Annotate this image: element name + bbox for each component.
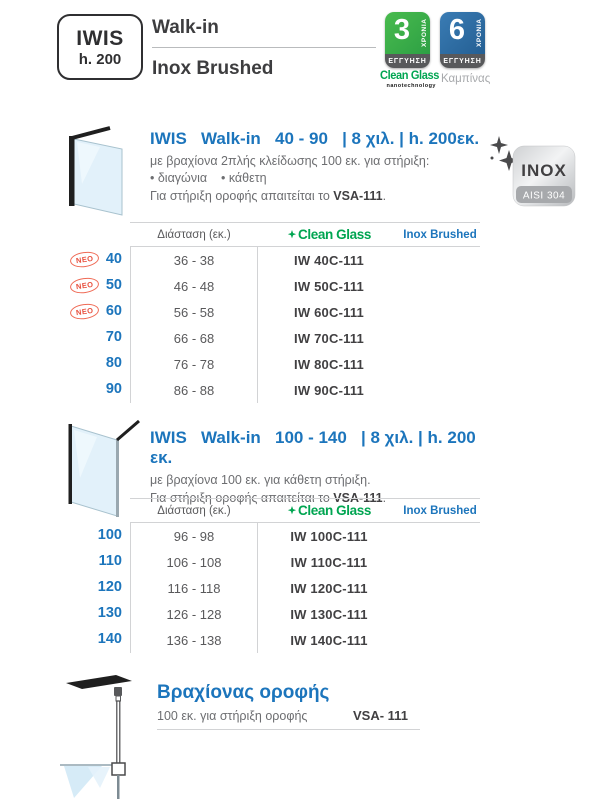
finish-column-header: Inox Brushed (403, 228, 477, 241)
size-row (38, 548, 122, 574)
section-1-text (150, 129, 495, 203)
product-code-cell: IW 120C-111 (290, 580, 368, 596)
size-row (38, 626, 122, 652)
product-series-box (57, 14, 143, 80)
empty-cell (400, 299, 480, 325)
warranty-years: 6 (448, 14, 466, 46)
dimension-cell: 126 - 128 (130, 601, 258, 627)
section-1-title: IWIS Walk-in 40 - 90 | 8 χιλ. | h. 200εκ. (150, 129, 480, 148)
note-suffix: . (382, 189, 387, 203)
section-1-desc-1: με βραχίονα 2πλής κλείδωσης 100 εκ. για στήριξη: (150, 154, 430, 168)
empty-cell (400, 575, 480, 601)
section-2-desc-1: με βραχίονα 100 εκ. για κάθετη στήριξη. (150, 473, 371, 487)
note-suffix: . (382, 491, 387, 505)
note-code: VSA-111 (333, 491, 383, 505)
table-body (130, 246, 480, 403)
inox-label: INOX (521, 161, 567, 180)
note-prefix: Για στήριξη οροφής απαιτείται το (150, 491, 334, 505)
product-code-cell: IW 70C-111 (294, 330, 364, 346)
warranty-years: 3 (393, 14, 411, 46)
table-row (130, 627, 480, 653)
neo-badge: ΝΕΟ (70, 302, 101, 321)
section-2-text (150, 428, 495, 505)
clean-glass-logo-text: Clean Glass (380, 70, 439, 82)
series-name: IWIS (76, 26, 124, 50)
empty-cell (400, 523, 480, 549)
footer-divider (157, 729, 420, 730)
size-row (38, 272, 122, 298)
size-label: 140 (97, 631, 122, 647)
clean-glass-logo-text: Clean Glass (298, 503, 371, 518)
table-row (130, 377, 480, 403)
empty-cell (400, 601, 480, 627)
table-row (130, 273, 480, 299)
warranty-band-label: ΕΓΓΥΗΣΗ (440, 54, 485, 68)
clean-glass-logo-text: Clean Glass (298, 227, 371, 242)
finish-column-header: Inox Brushed (403, 504, 477, 517)
table-row (130, 601, 480, 627)
product-code-cell: IW 50C-111 (294, 278, 364, 294)
size-label: 50 (105, 277, 122, 293)
warranty-badge-6-years (440, 12, 485, 68)
size-label: 120 (97, 579, 122, 595)
dimension-cell: 66 - 68 (130, 325, 258, 351)
dimension-cell: 106 - 108 (130, 549, 258, 575)
empty-cell (400, 351, 480, 377)
warranty-years-label: ΧΡΟΝΙΑ (421, 18, 428, 48)
product-code-cell: IW 100C-111 (290, 528, 368, 544)
product-code-cell: IW 80C-111 (294, 356, 364, 372)
empty-cell (400, 377, 480, 403)
dimension-column-header: Διάσταση (εκ.) (157, 228, 231, 241)
inox-aisi304-badge (486, 134, 581, 220)
empty-cell (400, 325, 480, 351)
product-code-cell: IW 40C-111 (294, 252, 364, 268)
warranty-years-label: ΧΡΟΝΙΑ (476, 18, 483, 48)
section-1-note (150, 189, 495, 203)
dimension-cell: 76 - 78 (130, 351, 258, 377)
header-divider (152, 47, 376, 48)
dimension-column-header: Διάσταση (εκ.) (157, 504, 231, 517)
empty-cell (400, 273, 480, 299)
empty-cell (400, 549, 480, 575)
footer-description: 100 εκ. για στήριξη οροφής (157, 709, 308, 723)
footer-product-code: VSA- 111 (353, 708, 408, 723)
dimension-cell: 56 - 58 (130, 299, 258, 325)
size-row (38, 600, 122, 626)
clean-glass-column-header (258, 227, 400, 242)
nanotechnology-label: nanotechnology (386, 83, 436, 89)
neo-badge: ΝΕΟ (70, 250, 101, 269)
size-label: 90 (105, 381, 122, 397)
size-label: 130 (97, 605, 122, 621)
neo-badge: ΝΕΟ (70, 276, 101, 295)
page-subtitle: Inox Brushed (152, 58, 274, 79)
table-row (130, 247, 480, 273)
cabin-warranty-label: Καμπίνας (441, 73, 491, 85)
size-label: 110 (98, 553, 122, 569)
leaf-sparkle-icon (287, 505, 297, 517)
size-label: 60 (105, 303, 122, 319)
size-row (38, 574, 122, 600)
table-row (130, 523, 480, 549)
empty-cell (400, 627, 480, 653)
size-row (38, 376, 122, 402)
table-row (130, 325, 480, 351)
leaf-sparkle-icon (287, 229, 297, 241)
dimension-cell: 116 - 118 (130, 575, 258, 601)
product-code-cell: IW 90C-111 (294, 382, 364, 398)
series-height: h. 200 (78, 50, 122, 68)
product-code-cell: IW 130C-111 (290, 606, 368, 622)
aisi-label: AISI 304 (522, 190, 566, 202)
size-row (38, 324, 122, 350)
size-label: 100 (97, 527, 122, 543)
table-row (130, 299, 480, 325)
product-code-cell: IW 60C-111 (294, 304, 364, 320)
clean-glass-caption (379, 70, 439, 89)
table-row (130, 351, 480, 377)
sparkle-icon (490, 136, 508, 154)
warranty-badge-3-years (385, 12, 430, 68)
note-code: VSA-111 (333, 189, 383, 203)
product-table-1 (130, 222, 480, 403)
section-1-desc-2: • διαγώνια • κάθετη (150, 171, 267, 185)
dimension-cell: 136 - 138 (130, 627, 258, 653)
size-row (38, 350, 122, 376)
note-prefix: Για στήριξη οροφής απαιτείται το (150, 189, 334, 203)
dimension-cell: 46 - 48 (130, 273, 258, 299)
size-row (38, 298, 122, 324)
product-code-cell: IW 140C-111 (290, 632, 368, 648)
page-title: Walk-in (152, 17, 219, 38)
warranty-band-label: ΕΓΓΥΗΣΗ (385, 54, 430, 68)
size-row (38, 246, 122, 272)
ceiling-bracket-illustration (58, 672, 146, 800)
clean-glass-column-header (258, 503, 400, 518)
product-code-cell: IW 110C-111 (290, 554, 368, 570)
dimension-cell: 86 - 88 (130, 377, 258, 403)
dimension-cell: 36 - 38 (130, 247, 258, 273)
size-label: 80 (105, 355, 122, 371)
table-row (130, 549, 480, 575)
table-header-row (130, 222, 480, 246)
clean-glass-logo (379, 70, 439, 82)
size-rail-1 (38, 246, 122, 402)
section-2-title: IWIS Walk-in 100 - 140 | 8 χιλ. | h. 200 εκ. (150, 428, 481, 467)
size-row (38, 522, 122, 548)
clean-glass-logo (258, 227, 400, 242)
size-rail-2 (38, 522, 122, 652)
walkin-panel-diagonal-bracket-illustration (60, 124, 140, 219)
product-table-2 (130, 498, 480, 653)
table-body (130, 522, 480, 653)
table-header-row (130, 498, 480, 522)
footer-title: Βραχίονας οροφής (157, 682, 330, 703)
size-label: 70 (105, 329, 122, 345)
empty-cell (400, 247, 480, 273)
table-row (130, 575, 480, 601)
size-label: 40 (105, 251, 122, 267)
clean-glass-logo (258, 503, 400, 518)
dimension-cell: 96 - 98 (130, 523, 258, 549)
